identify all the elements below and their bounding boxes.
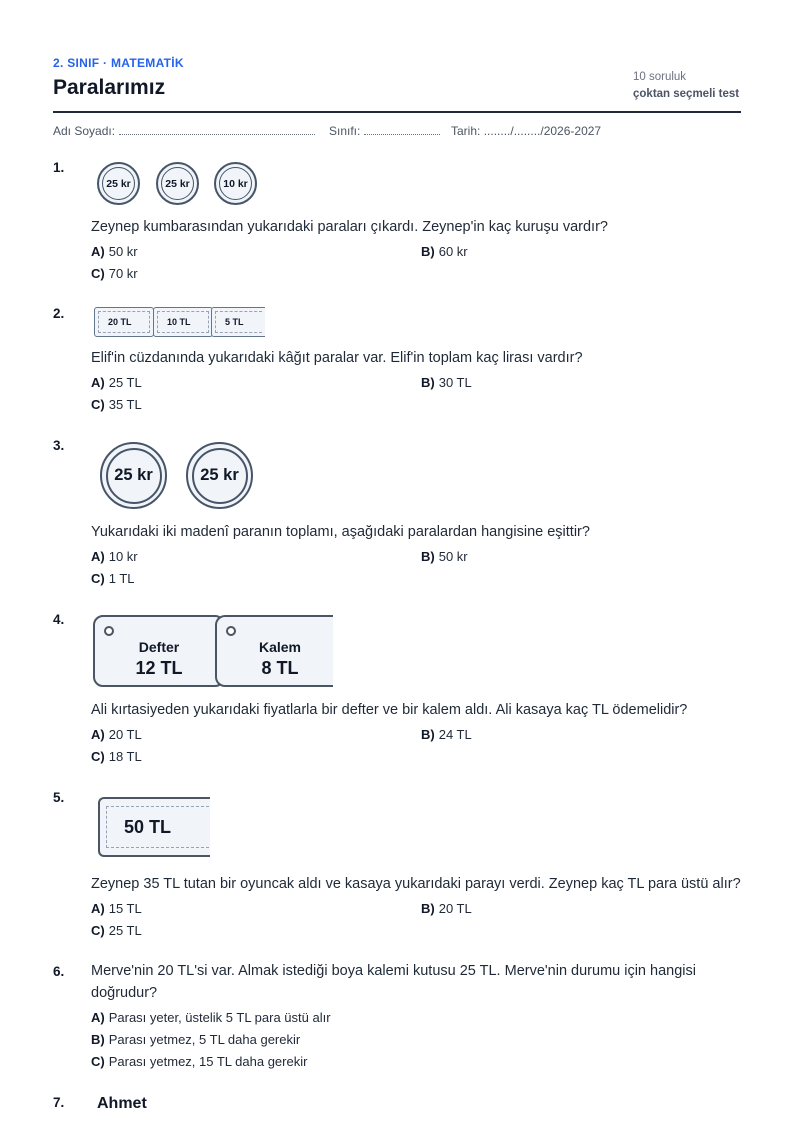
question-5-text: Zeynep 35 TL tutan bir oyuncak aldı ve kasaya yukarıdaki parayı verdi. Zeynep kaç TL para üstü alır? xyxy=(91,876,741,892)
coin-label: 10 kr xyxy=(219,167,252,200)
coin-icon xyxy=(100,442,167,509)
page-title: Paralarımız xyxy=(53,76,166,99)
question-3-option-b[interactable]: B) 50 kr xyxy=(421,549,468,564)
question-2-option-c[interactable]: C) 35 TL xyxy=(91,397,142,412)
banknote-icon xyxy=(153,307,213,337)
question-6-option-c[interactable]: C) Parası yetmez, 15 TL daha gerekir xyxy=(91,1054,308,1069)
question-6-option-a[interactable]: A) Parası yeter, üstelik 5 TL para üstü alır xyxy=(91,1010,331,1025)
question-2-text: Elif'in cüzdanında yukarıdaki kâğıt paralar var. Elif'in toplam kaç lirası vardır? xyxy=(91,350,583,366)
question-1-option-c[interactable]: C) 70 kr xyxy=(91,266,138,281)
question-5-option-c[interactable]: C) 25 TL xyxy=(91,923,142,938)
question-2-option-a[interactable]: A) 25 TL xyxy=(91,375,142,390)
question-7-number: 7. xyxy=(53,1095,65,1110)
test-type: çoktan seçmeli test xyxy=(633,88,740,100)
question-2-option-b[interactable]: B) 30 TL xyxy=(421,375,472,390)
price-tag-price: 12 TL xyxy=(135,658,183,678)
date-field[interactable] xyxy=(451,124,601,138)
subject-label: 2. SINIF · MATEMATİK xyxy=(53,56,184,70)
coin-icon xyxy=(214,162,257,205)
price-tag-label: Kalem xyxy=(258,639,302,655)
question-5-number: 5. xyxy=(53,790,65,805)
coin-icon xyxy=(97,162,140,205)
question-5-option-a[interactable]: A) 15 TL xyxy=(91,901,142,916)
question-count: 10 soruluk xyxy=(633,71,687,83)
name-label: Adı Soyadı: xyxy=(53,124,116,138)
question-1-number: 1. xyxy=(53,160,65,175)
class-field[interactable] xyxy=(329,124,440,138)
class-blank[interactable] xyxy=(364,126,440,135)
price-tag xyxy=(93,615,225,687)
question-4-number: 4. xyxy=(53,612,65,627)
price-tag-label: Defter xyxy=(138,639,180,655)
coin-label: 25 kr xyxy=(106,448,162,504)
price-tag xyxy=(215,615,333,687)
worksheet-page xyxy=(53,0,741,1123)
question-2-number: 2. xyxy=(53,306,65,321)
question-4-text: Ali kırtasiyeden yukarıdaki fiyatlarla bir defter ve bir kalem aldı. Ali kasaya kaç TL ödemelidir? xyxy=(91,702,688,718)
question-3-option-a[interactable]: A) 10 kr xyxy=(91,549,138,564)
banknote-label: 5 TL xyxy=(215,311,262,333)
question-5-option-b[interactable]: B) 20 TL xyxy=(421,901,472,916)
question-6-option-b[interactable]: B) Parası yetmez, 5 TL daha gerekir xyxy=(91,1032,301,1047)
tag-hole-icon xyxy=(104,626,114,636)
banknote-label: 10 TL xyxy=(157,311,209,333)
banknote-label: 50 TL xyxy=(106,806,210,848)
coin-icon xyxy=(186,442,253,509)
question-4-option-c[interactable]: C) 18 TL xyxy=(91,749,142,764)
header-divider xyxy=(53,111,741,113)
class-label: Sınıfı: xyxy=(329,124,361,138)
coin-label: 25 kr xyxy=(161,167,194,200)
question-6-text: Merve'nin 20 TL'si var. Almak istediği boya kalemi kutusu 25 TL. Merve'nin durumu için hangisi doğrudur? xyxy=(91,963,696,1001)
question-4-option-a[interactable]: A) 20 TL xyxy=(91,727,142,742)
coin-label: 25 kr xyxy=(102,167,135,200)
banknote-label: 20 TL xyxy=(98,311,150,333)
question-1-option-b[interactable]: B) 60 kr xyxy=(421,244,468,259)
banknote-icon xyxy=(211,307,265,337)
price-tag-price: 8 TL xyxy=(261,658,299,678)
name-field[interactable] xyxy=(53,124,315,138)
question-4-option-b[interactable]: B) 24 TL xyxy=(421,727,472,742)
question-1-option-a[interactable]: A) 50 kr xyxy=(91,244,138,259)
date-value: ......../......../2026-2027 xyxy=(483,124,602,138)
question-7-character-name: Ahmet xyxy=(97,1095,147,1112)
question-3-option-c[interactable]: C) 1 TL xyxy=(91,571,135,586)
question-3-text: Yukarıdaki iki madenî paranın toplamı, aşağıdaki paralardan hangisine eşittir? xyxy=(91,524,590,540)
question-3-number: 3. xyxy=(53,438,65,453)
banknote-icon xyxy=(98,797,210,857)
date-label: Tarih: xyxy=(451,124,481,138)
question-1-text: Zeynep kumbarasından yukarıdaki paraları çıkardı. Zeynep'in kaç kuruşu vardır? xyxy=(91,219,608,235)
coin-icon xyxy=(156,162,199,205)
test-meta xyxy=(633,71,741,100)
coin-label: 25 kr xyxy=(192,448,248,504)
name-blank[interactable] xyxy=(119,126,315,135)
tag-hole-icon xyxy=(226,626,236,636)
banknote-icon xyxy=(94,307,154,337)
question-6-number: 6. xyxy=(53,964,65,979)
